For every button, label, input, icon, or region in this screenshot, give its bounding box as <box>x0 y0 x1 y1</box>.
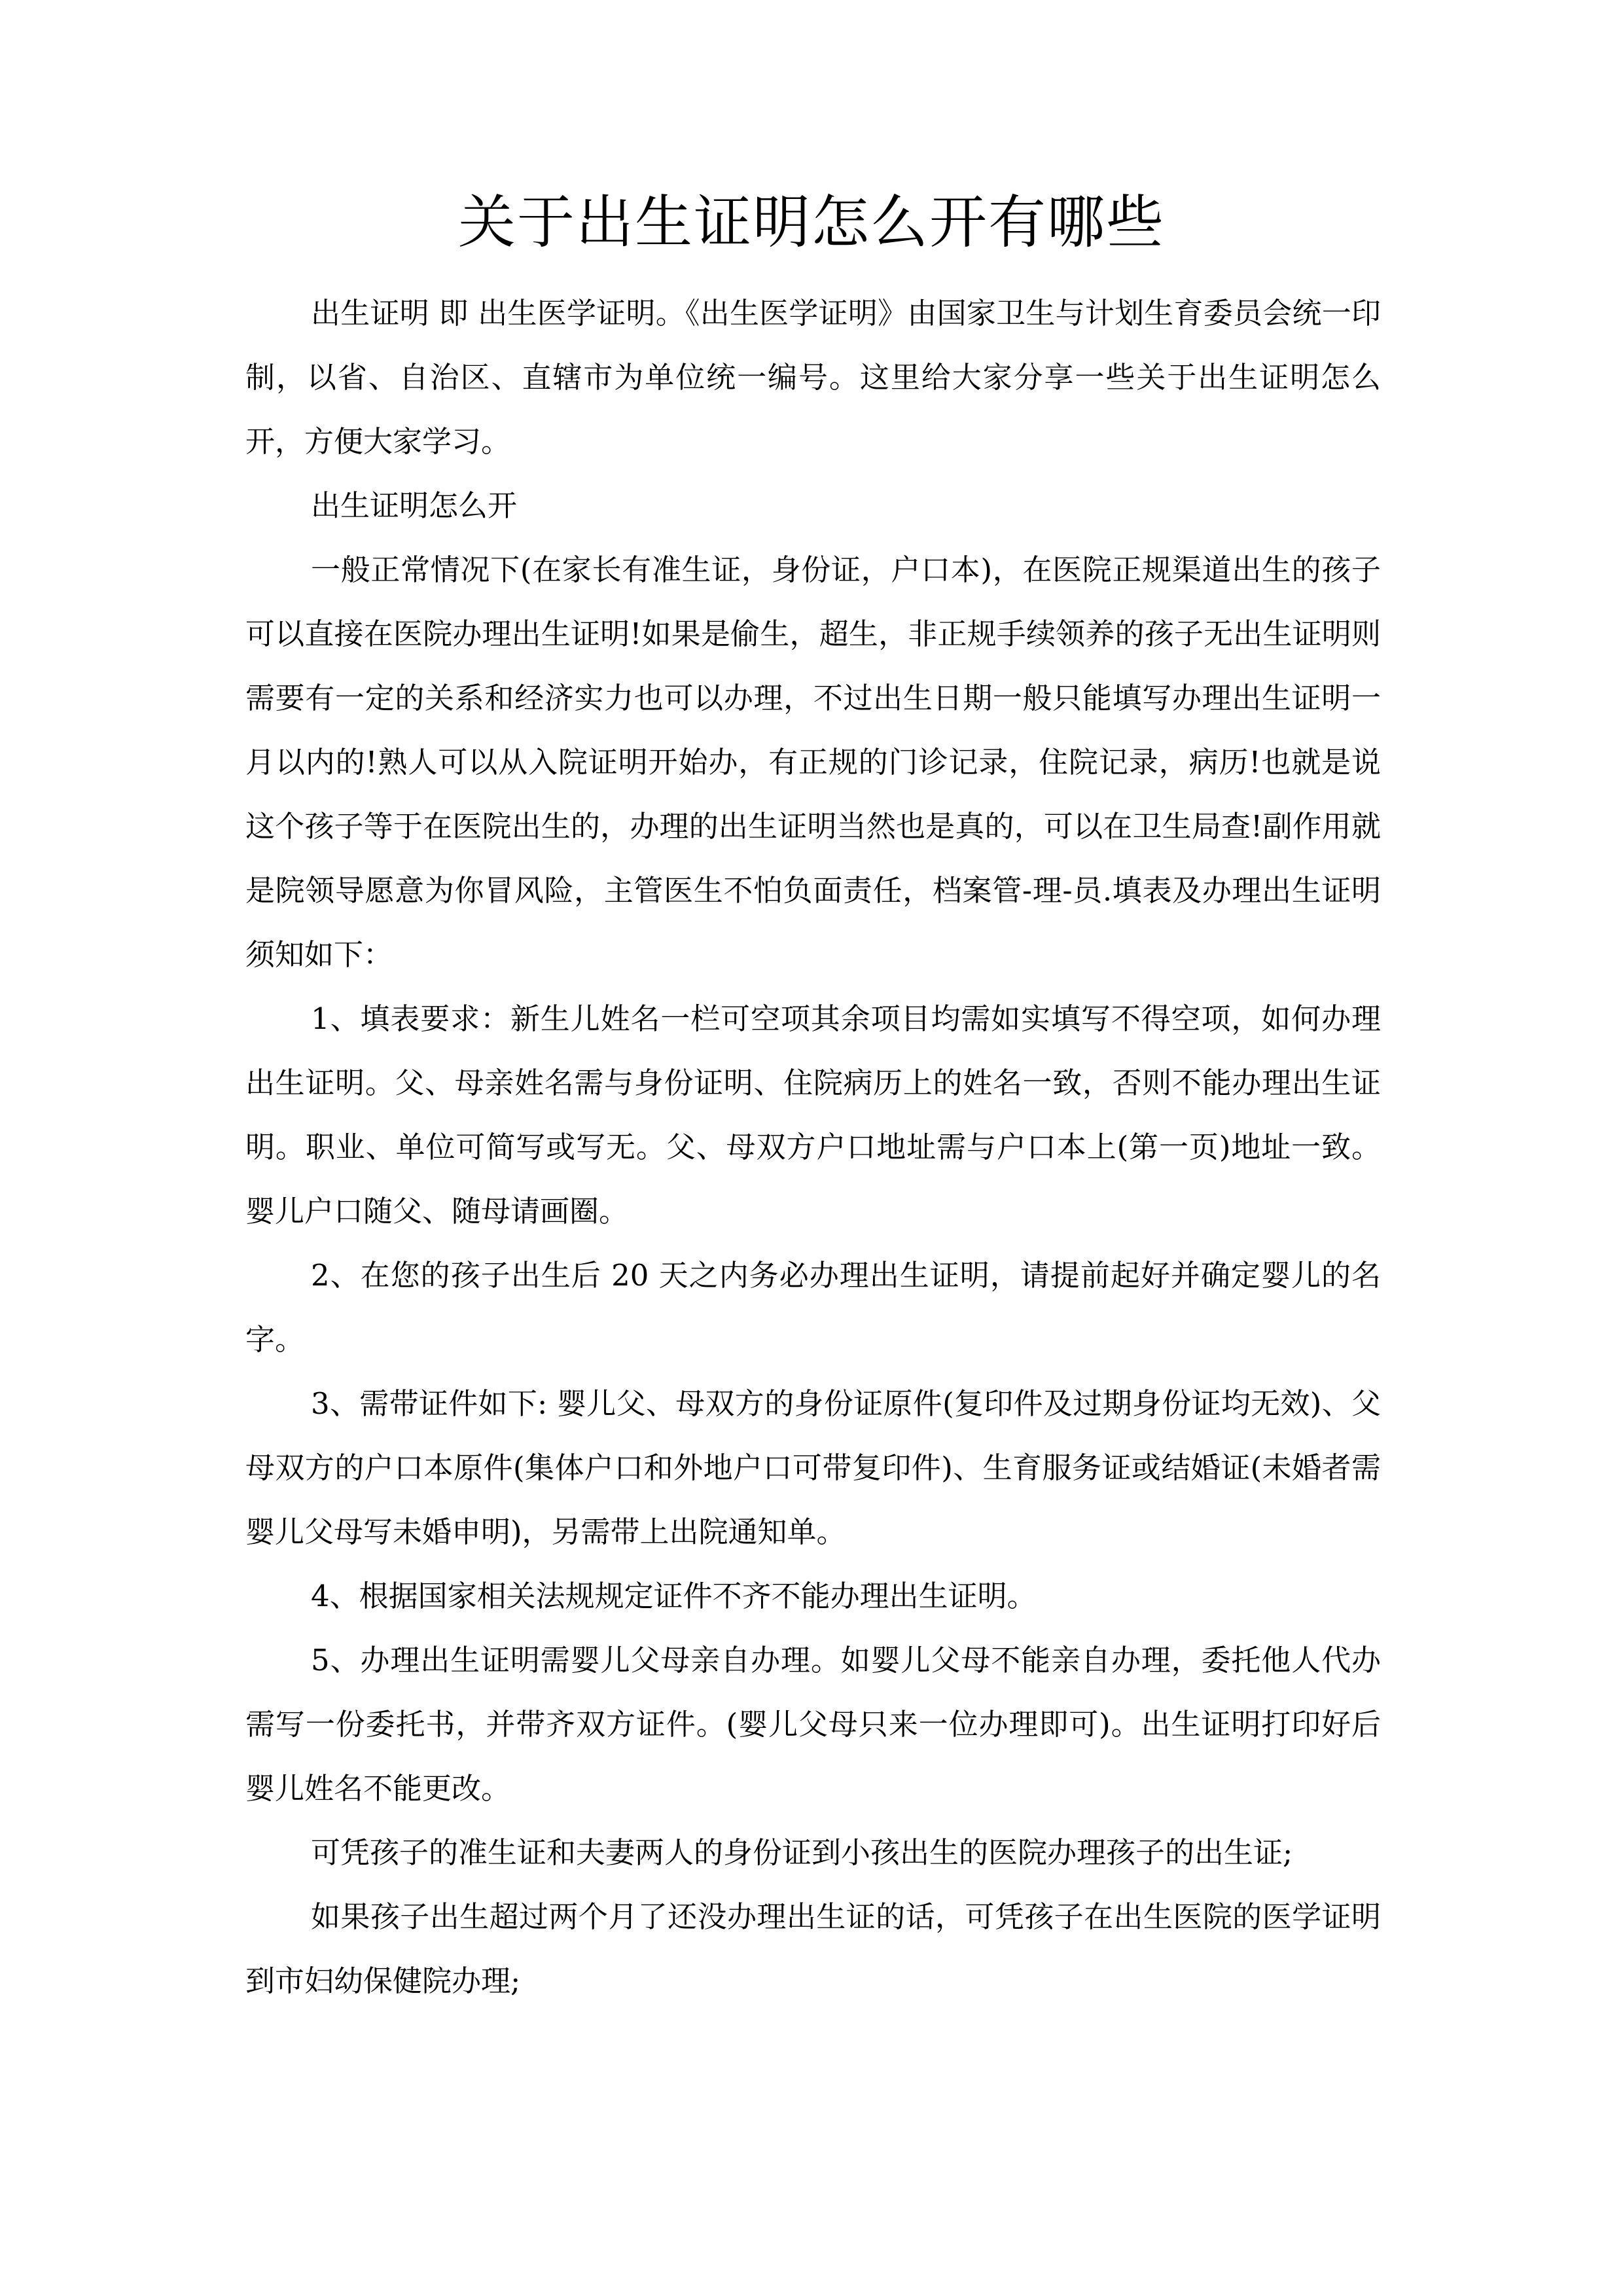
document-body <box>245 281 1381 2013</box>
paragraph-overdue: 如果孩子出生超过两个月了还没办理出生证的话，可凭孩子在出生医院的医学证明到市妇幼保健院办理; <box>245 1899 1381 1998</box>
paragraph-subheading: 出生证明怎么开 <box>311 488 518 523</box>
paragraph-item-5: 5、办理出生证明需婴儿父母亲自办理。如婴儿父母不能亲自办理，委托他人代办需写一份委托书，并带齐双方证件。(婴儿父母只来一位办理即可)。出生证明打印好后婴儿姓名不能更改。 <box>245 1643 1381 1806</box>
paragraph-intro: 出生证明 即 出生医学证明。《出生医学证明》由国家卫生与计划生育委员会统一印制，以省、自治区、直辖市为单位统一编号。这里给大家分享一些关于出生证明怎么开，方便大家学习。 <box>245 296 1381 459</box>
paragraph-hospital: 可凭孩子的准生证和夫妻两人的身份证到小孩出生的医院办理孩子的出生证; <box>311 1835 1293 1870</box>
paragraph-general-situation: 一般正常情况下(在家长有准生证，身份证，户口本)，在医院正规渠道出生的孩子可以直接在医院办理出生证明!如果是偷生，超生，非正规手续领养的孩子无出生证明则需要有一定的关系和经济实力也可以办理，不过出生日期一般只能填写办理出生证明一月以内的!熟人可以从入院证明开始办，有正规的门诊记录，住院记录，病历!也就是说这个孩子等于在医院出生的，办理的出生证明当然也是真的，可以在卫生局查!副作用就是院领导愿意为你冒风险，主管医生不怕负面责任，档案管-理-员.填表及办理出生证明须知如下： <box>245 552 1381 972</box>
document-title: 关于出生证明怎么开有哪些 <box>457 188 1165 256</box>
paragraph-item-2: 2、在您的孩子出生后 20 天之内务必办理出生证明，请提前起好并确定婴儿的名字。 <box>245 1258 1381 1357</box>
paragraph-item-3: 3、需带证件如下: 婴儿父、母双方的身份证原件(复印件及过期身份证均无效)、父母双方的户口本原件(集体户口和外地户口可带复印件)、生育服务证或结婚证(未婚者需婴儿父母写未婚申明)，另需带上出院通知单。 <box>245 1386 1381 1549</box>
paragraph-item-1: 1、填表要求：新生儿姓名一栏可空项其余项目均需如实填写不得空项，如何办理出生证明。父、母亲姓名需与身份证明、住院病历上的姓名一致，否则不能办理出生证明。职业、单位可简写或写无。父、母双方户口地址需与户口本上(第一页)地址一致。婴儿户口随父、随母请画圈。 <box>245 1001 1381 1229</box>
paragraph-item-4: 4、根据国家相关法规规定证件不齐不能办理出生证明。 <box>311 1579 1037 1613</box>
